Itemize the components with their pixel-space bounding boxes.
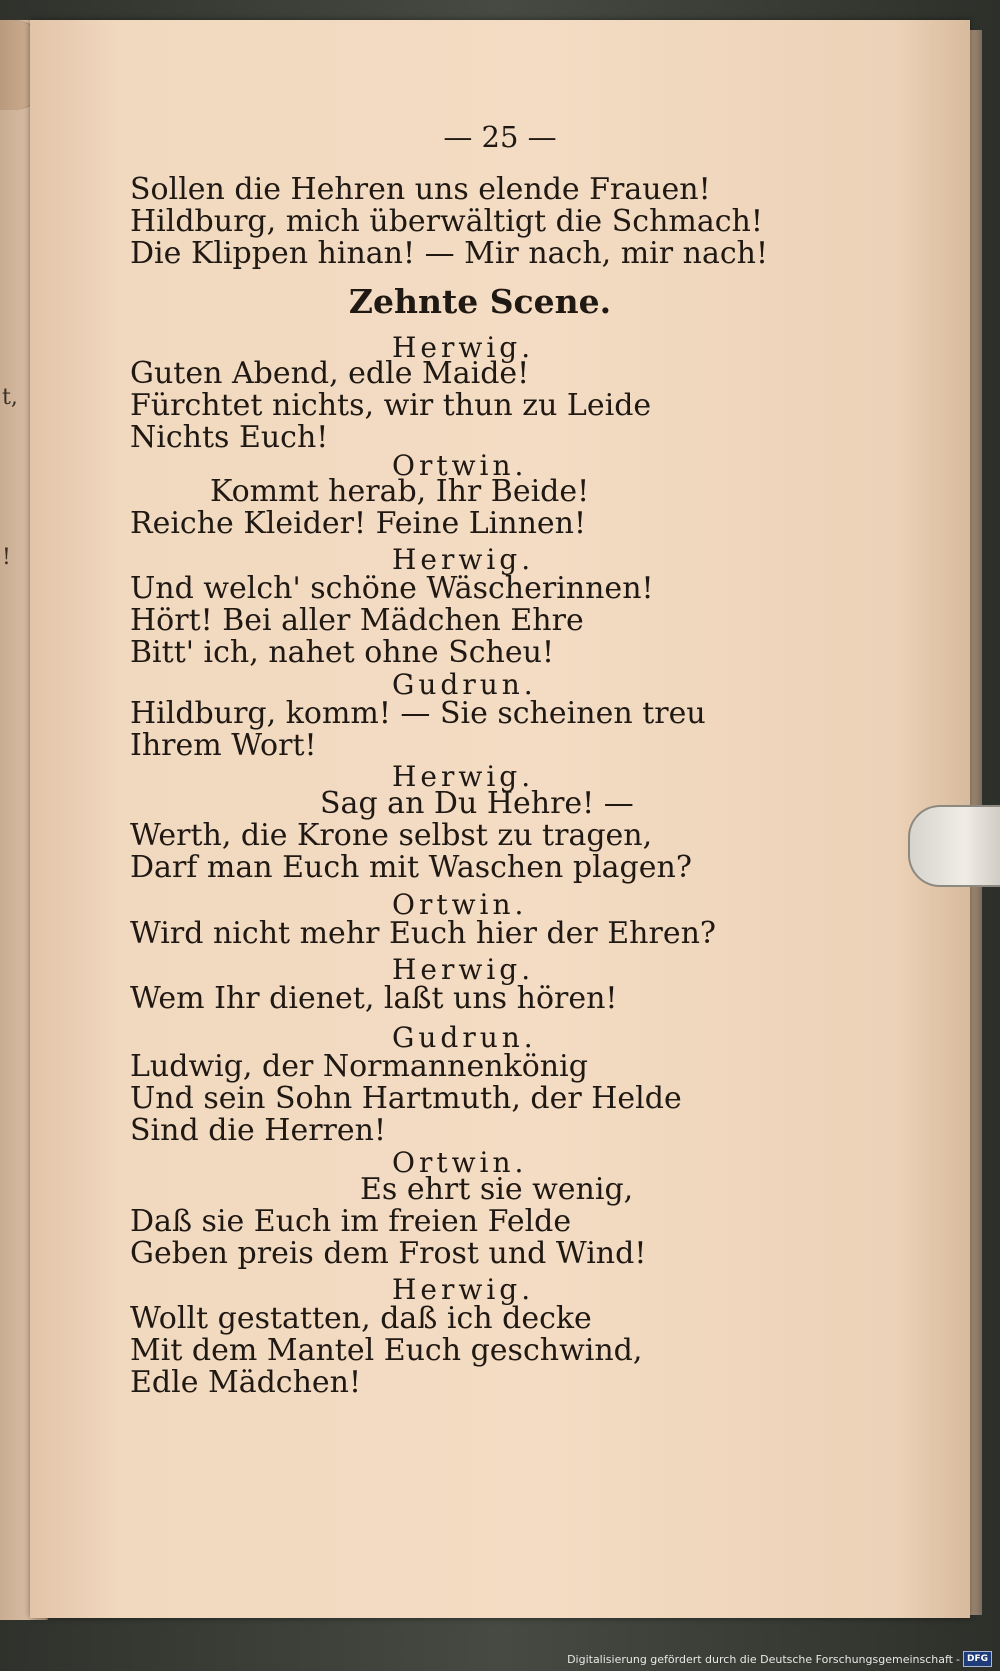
verse-line: Wird nicht mehr Euch hier der Ehren?: [130, 916, 716, 951]
verse-line: Sag an Du Hehre! —: [320, 786, 634, 821]
margin-mark: t,: [2, 385, 18, 410]
verse-line: Hildburg, komm! — Sie scheinen treu: [130, 696, 706, 731]
verse-line: Sollen die Hehren uns elende Frauen!: [130, 172, 711, 207]
verse-line: Und welch' schöne Wäscherinnen!: [130, 571, 654, 606]
verse-line: Hildburg, mich überwältigt die Schmach!: [130, 204, 763, 239]
footer-credit: Digitalisierung gefördert durch die Deutsche Forschungsgemeinschaft: [567, 1652, 953, 1666]
margin-mark: !: [2, 545, 11, 570]
book-page: [30, 20, 970, 1618]
verse-line: Darf man Euch mit Waschen plagen?: [130, 850, 692, 885]
speaker-name: Herwig.: [392, 953, 535, 986]
speaker-name: Herwig.: [392, 543, 535, 576]
verse-line: Bitt' ich, nahet ohne Scheu!: [130, 635, 554, 670]
verse-line: Die Klippen hinan! — Mir nach, mir nach!: [130, 236, 769, 271]
verse-line: Wem Ihr dienet, laßt uns hören!: [130, 981, 618, 1016]
verse-line: Mit dem Mantel Euch geschwind,: [130, 1333, 643, 1368]
verse-line: Werth, die Krone selbst zu tragen,: [130, 818, 653, 853]
verse-line: Hört! Bei aller Mädchen Ehre: [130, 603, 584, 638]
verse-line: Und sein Sohn Hartmuth, der Helde: [130, 1081, 682, 1116]
page-number: — 25 —: [443, 120, 557, 154]
speaker-name: Gudrun.: [392, 1021, 537, 1054]
verse-line: Fürchtet nichts, wir thun zu Leide: [130, 388, 652, 423]
speaker-name: Herwig.: [392, 760, 535, 793]
verse-line: Geben preis dem Frost und Wind!: [130, 1236, 647, 1271]
speaker-name: Ortwin.: [392, 888, 528, 921]
digitization-footer: [567, 1650, 992, 1668]
speaker-name: Herwig.: [392, 1273, 535, 1306]
scene-heading: Zehnte Scene.: [348, 282, 612, 321]
verse-line: Sind die Herren!: [130, 1113, 387, 1148]
page-clip-tab: [908, 805, 1000, 887]
verse-line: Ihrem Wort!: [130, 728, 317, 763]
verse-line: Nichts Euch!: [130, 420, 329, 455]
verse-line: Es ehrt sie wenig,: [360, 1172, 634, 1207]
verse-line: Wollt gestatten, daß ich decke: [130, 1301, 592, 1336]
speaker-name: Gudrun.: [392, 668, 537, 701]
dfg-logo-icon: DFG: [963, 1651, 992, 1667]
verse-line: Ludwig, der Normannenkönig: [130, 1049, 588, 1084]
verse-line: Reiche Kleider! Feine Linnen!: [130, 506, 587, 541]
verse-line: Kommt herab, Ihr Beide!: [210, 474, 590, 509]
speaker-name: Ortwin.: [392, 1146, 528, 1179]
footer-separator: -: [956, 1652, 960, 1666]
verse-line: Daß sie Euch im freien Felde: [130, 1204, 572, 1239]
verse-line: Edle Mädchen!: [130, 1365, 362, 1400]
speaker-name: Herwig.: [392, 331, 535, 364]
verse-line: Guten Abend, edle Maide!: [130, 356, 530, 391]
speaker-name: Ortwin.: [392, 449, 528, 482]
